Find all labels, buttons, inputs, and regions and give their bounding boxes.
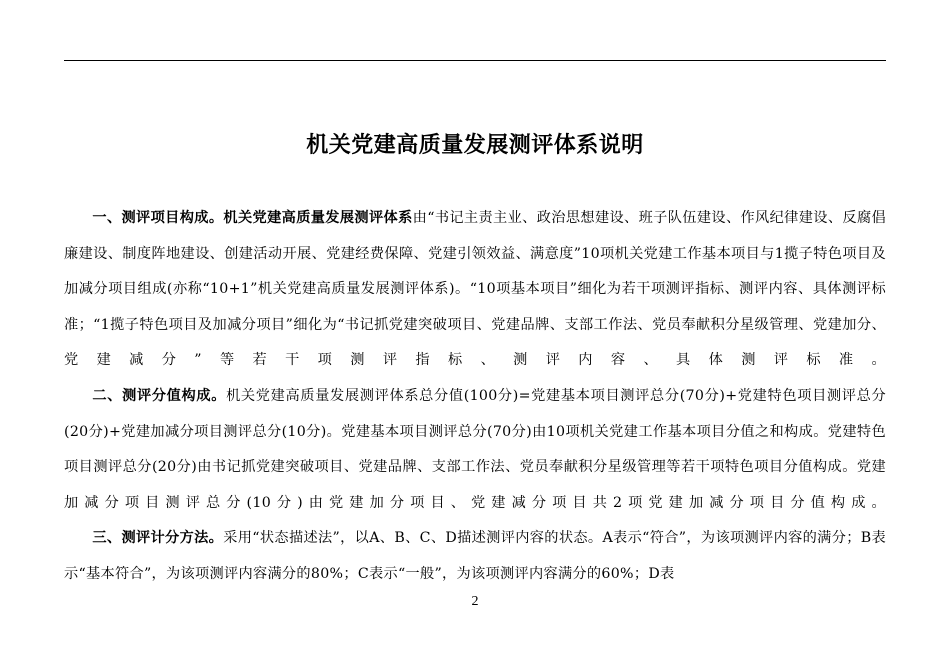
section-heading: 二、测评分值构成。 [92,387,227,404]
section-heading: 三、测评计分方法。 [92,530,224,547]
paragraph-text: 采用“状态描述法”，以A、B、C、D描述测评内容的状态。A表示“符合”，为该项测评内容的满分；B表示“基本符合”，为该项测评内容满分的80%；C表示“一般”，为该项测评内容满分的60%；D表 [64,530,886,582]
document-title: 机关党建高质量发展测评体系说明 [306,133,644,158]
document-body [64,201,886,593]
system-name: 机关党建高质量发展测评体系 [223,210,413,226]
section-scoring-paragraph [64,379,886,521]
section-heading: 一、测评项目构成。 [92,210,224,226]
page-number: 2 [471,594,479,609]
paragraph-text: 机关党建高质量发展测评体系总分值(100分)=党建基本项目测评总分(70分)+党建特色项目测评总分(20分)+党建加减分项目测评总分(10分)。党建基本项目测评总分(70分)由10项机关党建工作基本项目分值之和构成。党建特色项目测评总分(20分)由书记抓党建突破项目、党建品牌、支部工作法、党员奉献积分星级管理等若干项特色项目分值构成。党建加减分项目测评总分(10分)由党建加分项目、党建减分项目共2项党建加减分项目分值构成。 [64,387,886,511]
section-composition-paragraph [64,201,886,379]
paragraph-text: 由“书记主责主业、政治思想建设、班子队伍建设、作风纪律建设、反腐倡廉建设、制度阵地建设、创建活动开展、党建经费保障、党建引领效益、满意度”10项机关党建工作基本项目与1揽子特色项目及加减分项目组成(亦称“10+1”机关党建高质量发展测评体系)。“10项基本项目”细化为若干项测评指标、测评内容、具体测评标准；“1揽子特色项目及加减分项目”细化为“书记抓党建突破项目、党建品牌、支部工作法、党员奉献积分星级管理、党建加分、党建减分”等若干项测评指标、测评内容、具体测评标准。 [64,210,886,369]
section-method-paragraph [64,521,886,592]
header-rule [64,60,886,61]
